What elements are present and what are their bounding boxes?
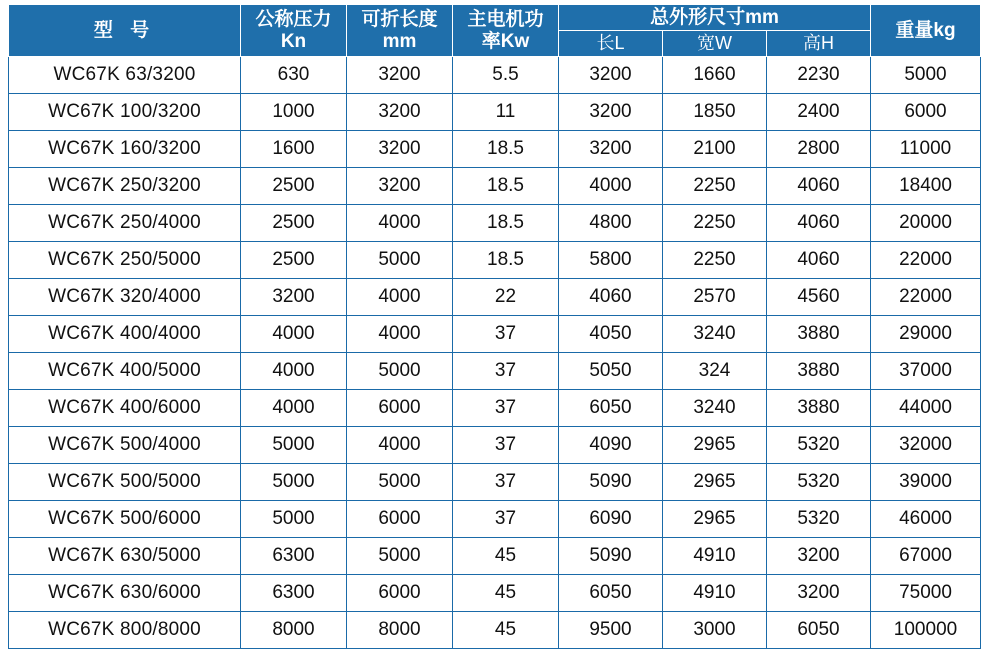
cell-model: WC67K 250/4000: [9, 205, 241, 242]
cell-dim-w: 2250: [663, 242, 767, 279]
cell-dim-h: 3200: [767, 538, 871, 575]
cell-dim-h: 6050: [767, 612, 871, 649]
header-row-primary: [9, 5, 981, 31]
cell-motor: 37: [453, 501, 559, 538]
cell-motor: 45: [453, 575, 559, 612]
cell-dim-h: 3880: [767, 390, 871, 427]
cell-motor: 37: [453, 427, 559, 464]
column-header-length: [347, 5, 453, 57]
table-row: [9, 612, 981, 649]
cell-model: WC67K 250/3200: [9, 168, 241, 205]
cell-model: WC67K 250/5000: [9, 242, 241, 279]
cell-model: WC67K 630/5000: [9, 538, 241, 575]
column-header-dim-height: 高H: [767, 31, 871, 57]
cell-motor: 5.5: [453, 57, 559, 94]
table-row: [9, 464, 981, 501]
cell-motor: 18.5: [453, 168, 559, 205]
cell-dim-w: 324: [663, 353, 767, 390]
cell-weight: 6000: [871, 94, 981, 131]
cell-weight: 5000: [871, 57, 981, 94]
cell-model: WC67K 800/8000: [9, 612, 241, 649]
column-header-model: 型 号: [9, 5, 241, 57]
cell-dim-w: 2250: [663, 168, 767, 205]
cell-dim-w: 2570: [663, 279, 767, 316]
cell-length: 4000: [347, 205, 453, 242]
cell-dim-w: 3240: [663, 316, 767, 353]
cell-pressure: 2500: [241, 242, 347, 279]
cell-model: WC67K 160/3200: [9, 131, 241, 168]
cell-dim-l: 5050: [559, 353, 663, 390]
cell-pressure: 8000: [241, 612, 347, 649]
cell-dim-l: 4090: [559, 427, 663, 464]
table-row: [9, 427, 981, 464]
cell-dim-l: 3200: [559, 131, 663, 168]
cell-motor: 37: [453, 464, 559, 501]
cell-dim-w: 4910: [663, 575, 767, 612]
cell-length: 5000: [347, 242, 453, 279]
column-header-motor-line2: 率Kw: [481, 30, 530, 52]
cell-model: WC67K 320/4000: [9, 279, 241, 316]
cell-length: 5000: [347, 538, 453, 575]
cell-motor: 18.5: [453, 205, 559, 242]
cell-motor: 18.5: [453, 131, 559, 168]
cell-dim-h: 3880: [767, 353, 871, 390]
cell-length: 3200: [347, 168, 453, 205]
cell-length: 4000: [347, 316, 453, 353]
cell-motor: 37: [453, 390, 559, 427]
cell-pressure: 5000: [241, 464, 347, 501]
cell-model: WC67K 100/3200: [9, 94, 241, 131]
table-row: [9, 168, 981, 205]
table-row: [9, 575, 981, 612]
cell-dim-h: 2800: [767, 131, 871, 168]
cell-dim-h: 2400: [767, 94, 871, 131]
cell-dim-l: 4050: [559, 316, 663, 353]
cell-model: WC67K 500/6000: [9, 501, 241, 538]
cell-dim-w: 2250: [663, 205, 767, 242]
cell-dim-l: 3200: [559, 94, 663, 131]
cell-pressure: 3200: [241, 279, 347, 316]
cell-motor: 22: [453, 279, 559, 316]
cell-dim-h: 5320: [767, 464, 871, 501]
cell-model: WC67K 630/6000: [9, 575, 241, 612]
cell-pressure: 4000: [241, 353, 347, 390]
column-header-length-line2: mm: [382, 30, 417, 52]
cell-dim-w: 3000: [663, 612, 767, 649]
cell-motor: 45: [453, 612, 559, 649]
cell-weight: 22000: [871, 242, 981, 279]
cell-dim-h: 3200: [767, 575, 871, 612]
cell-pressure: 5000: [241, 501, 347, 538]
cell-length: 8000: [347, 612, 453, 649]
cell-weight: 44000: [871, 390, 981, 427]
cell-weight: 75000: [871, 575, 981, 612]
cell-pressure: 630: [241, 57, 347, 94]
cell-pressure: 1600: [241, 131, 347, 168]
cell-dim-w: 3240: [663, 390, 767, 427]
cell-dim-h: 3880: [767, 316, 871, 353]
cell-pressure: 2500: [241, 205, 347, 242]
column-header-pressure: [241, 5, 347, 57]
cell-dim-w: 4910: [663, 538, 767, 575]
cell-motor: 11: [453, 94, 559, 131]
cell-length: 6000: [347, 390, 453, 427]
cell-length: 3200: [347, 94, 453, 131]
cell-weight: 11000: [871, 131, 981, 168]
table-row: [9, 242, 981, 279]
cell-dim-w: 2100: [663, 131, 767, 168]
table-row: [9, 501, 981, 538]
table-row: [9, 279, 981, 316]
table-row: [9, 353, 981, 390]
cell-length: 6000: [347, 575, 453, 612]
cell-weight: 100000: [871, 612, 981, 649]
column-header-motor-line1: 主电机功: [467, 8, 544, 30]
cell-dim-w: 2965: [663, 427, 767, 464]
cell-length: 4000: [347, 279, 453, 316]
cell-pressure: 1000: [241, 94, 347, 131]
cell-dim-h: 2230: [767, 57, 871, 94]
table-body: [9, 57, 981, 649]
cell-dim-h: 5320: [767, 427, 871, 464]
cell-dim-l: 4800: [559, 205, 663, 242]
cell-weight: 20000: [871, 205, 981, 242]
cell-dim-l: 6050: [559, 575, 663, 612]
table-row: [9, 94, 981, 131]
column-header-motor-power: [453, 5, 559, 57]
cell-pressure: 5000: [241, 427, 347, 464]
column-header-length-line1: 可折长度: [361, 8, 438, 30]
column-header-pressure-line1: 公称压力: [255, 8, 332, 30]
cell-weight: 67000: [871, 538, 981, 575]
cell-length: 4000: [347, 427, 453, 464]
cell-dim-l: 4000: [559, 168, 663, 205]
cell-dim-h: 4060: [767, 168, 871, 205]
cell-model: WC67K 63/3200: [9, 57, 241, 94]
cell-motor: 18.5: [453, 242, 559, 279]
table-row: [9, 205, 981, 242]
cell-dim-l: 5090: [559, 538, 663, 575]
cell-motor: 37: [453, 316, 559, 353]
cell-dim-h: 4560: [767, 279, 871, 316]
cell-weight: 39000: [871, 464, 981, 501]
cell-dim-l: 5090: [559, 464, 663, 501]
table-row: [9, 390, 981, 427]
cell-dim-l: 5800: [559, 242, 663, 279]
cell-pressure: 4000: [241, 316, 347, 353]
column-header-dim-length: 长L: [559, 31, 663, 57]
cell-dim-h: 4060: [767, 242, 871, 279]
cell-model: WC67K 400/4000: [9, 316, 241, 353]
cell-pressure: 6300: [241, 538, 347, 575]
cell-dim-l: 6090: [559, 501, 663, 538]
cell-dim-w: 2965: [663, 501, 767, 538]
cell-length: 6000: [347, 501, 453, 538]
cell-pressure: 6300: [241, 575, 347, 612]
cell-dim-l: 6050: [559, 390, 663, 427]
cell-dim-w: 1850: [663, 94, 767, 131]
table-row: [9, 316, 981, 353]
specifications-table: [8, 4, 981, 649]
cell-motor: 37: [453, 353, 559, 390]
cell-motor: 45: [453, 538, 559, 575]
cell-dim-h: 4060: [767, 205, 871, 242]
cell-weight: 46000: [871, 501, 981, 538]
table-row: [9, 57, 981, 94]
cell-dim-l: 9500: [559, 612, 663, 649]
cell-dim-h: 5320: [767, 501, 871, 538]
column-header-pressure-line2: Kn: [280, 30, 307, 52]
cell-weight: 22000: [871, 279, 981, 316]
column-header-dimensions-group: 总外形尺寸mm: [559, 5, 871, 31]
cell-length: 5000: [347, 353, 453, 390]
cell-pressure: 2500: [241, 168, 347, 205]
cell-weight: 37000: [871, 353, 981, 390]
cell-model: WC67K 400/6000: [9, 390, 241, 427]
cell-length: 3200: [347, 131, 453, 168]
cell-model: WC67K 500/5000: [9, 464, 241, 501]
cell-model: WC67K 500/4000: [9, 427, 241, 464]
cell-weight: 18400: [871, 168, 981, 205]
cell-model: WC67K 400/5000: [9, 353, 241, 390]
cell-dim-l: 3200: [559, 57, 663, 94]
cell-dim-w: 2965: [663, 464, 767, 501]
table-row: [9, 538, 981, 575]
table-row: [9, 131, 981, 168]
cell-pressure: 4000: [241, 390, 347, 427]
cell-dim-w: 1660: [663, 57, 767, 94]
cell-length: 5000: [347, 464, 453, 501]
cell-weight: 29000: [871, 316, 981, 353]
column-header-dim-width: 宽W: [663, 31, 767, 57]
cell-weight: 32000: [871, 427, 981, 464]
column-header-weight: 重量kg: [871, 5, 981, 57]
table-header: [9, 5, 981, 57]
cell-length: 3200: [347, 57, 453, 94]
cell-dim-l: 4060: [559, 279, 663, 316]
